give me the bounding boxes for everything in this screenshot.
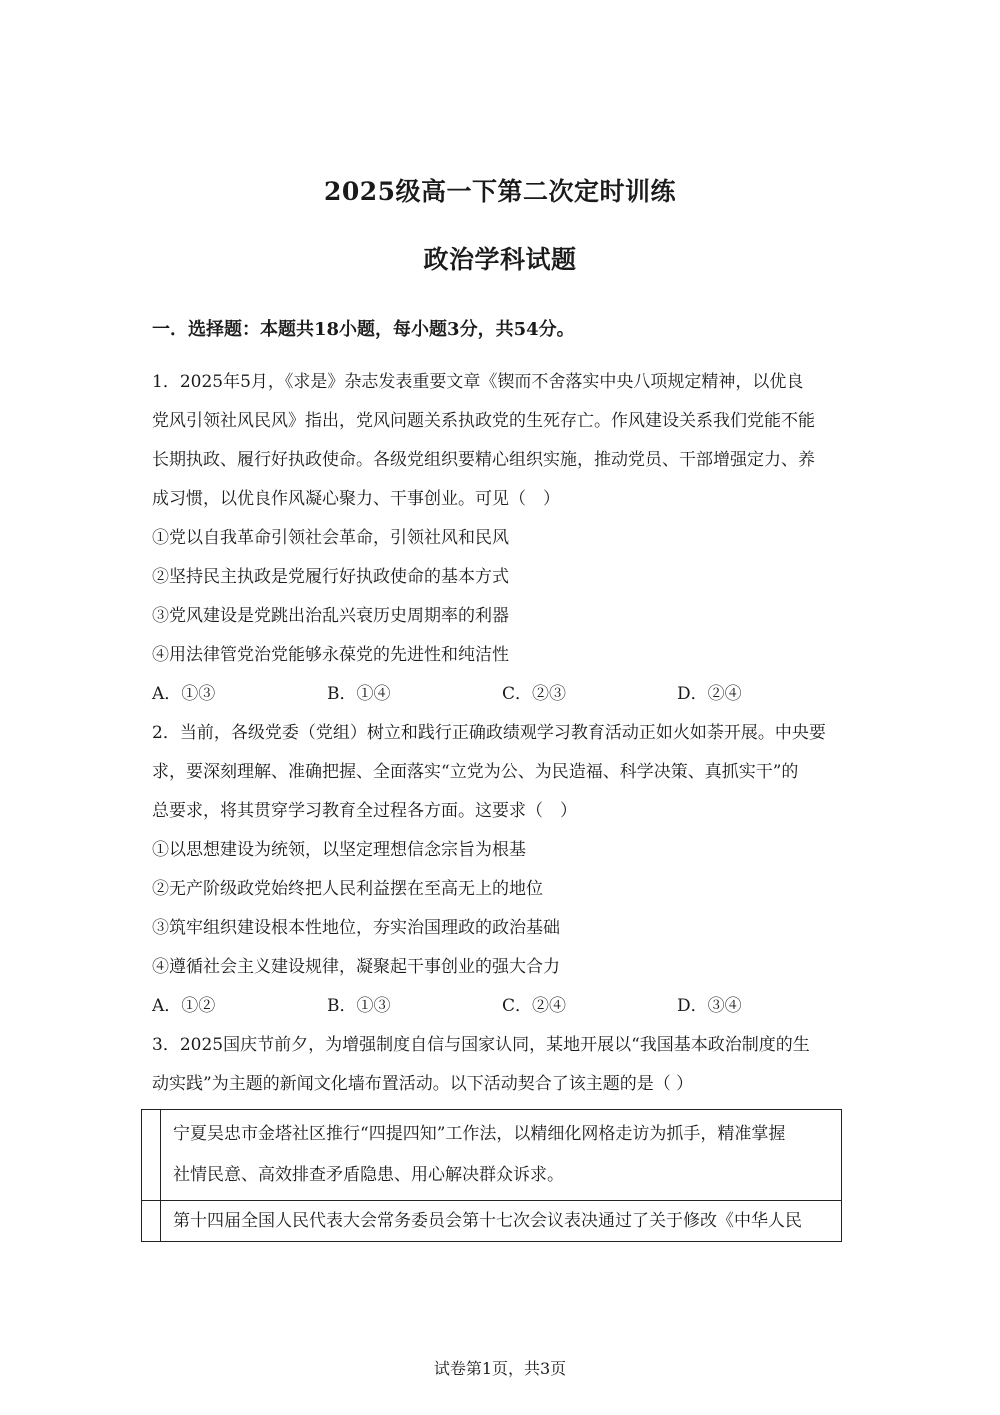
- question-stem-line: 求，要深刻理解、准确把握、全面落实“立党为公、为民造福、科学决策、真抓实干”的: [152, 762, 799, 782]
- question-stem-line: 总要求，将其贯穿学习教育全过程各方面。这要求（ ）: [152, 801, 577, 821]
- option-c: C．②④: [502, 996, 567, 1016]
- table-row: [142, 1110, 841, 1201]
- statement: ①以思想建设为统领，以坚定理想信念宗旨为根基: [152, 840, 526, 860]
- table-cell: [161, 1201, 841, 1241]
- answer-options: [152, 987, 852, 1026]
- table-cell-line: 宁夏吴忠市金塔社区推行“四提四知”工作法，以精细化网格走访为抓手，精准掌握: [173, 1124, 786, 1144]
- statement: ③筑牢组织建设根本性地位，夯实治国理政的政治基础: [152, 918, 560, 938]
- answer-options: [152, 675, 852, 714]
- activity-table: [141, 1109, 842, 1242]
- option-b: B．①③: [327, 996, 391, 1016]
- table-row-index-cell: [142, 1110, 161, 1200]
- option-c: C．②③: [502, 684, 567, 704]
- option-b: B．①④: [327, 684, 391, 704]
- question-stem-line: 成习惯，以优良作风凝心聚力、干事创业。可见（ ）: [152, 489, 560, 509]
- exam-subtitle: 政治学科试题: [423, 245, 577, 274]
- question-3: [152, 1026, 852, 1104]
- exam-title: 2025级高一下第二次定时训练: [323, 177, 677, 206]
- option-d: D．③④: [677, 996, 742, 1016]
- statement: ④用法律管党治党能够永葆党的先进性和纯洁性: [152, 645, 509, 665]
- question-stem-line: 动实践”为主题的新闻文化墙布置活动。以下活动契合了该主题的是（ ）: [152, 1074, 694, 1094]
- option-d: D．②④: [677, 684, 742, 704]
- statement: ④遵循社会主义建设规律，凝聚起干事创业的强大合力: [152, 957, 560, 977]
- table-row: [142, 1201, 841, 1242]
- table-cell-line: 第十四届全国人民代表大会常务委员会第十七次会议表决通过了关于修改《中华人民: [173, 1211, 802, 1231]
- section-heading: 一．选择题：本题共18小题，每小题3分，共54分。: [152, 319, 575, 340]
- question-2: [152, 714, 852, 1026]
- question-1: [152, 363, 852, 714]
- table-row-index-cell: [142, 1201, 161, 1241]
- question-stem-line: 2．当前，各级党委（党组）树立和践行正确政绩观学习教育活动正如火如荼开展。中央要: [152, 723, 826, 743]
- table-cell: [161, 1110, 841, 1200]
- statement: ②坚持民主执政是党履行好执政使命的基本方式: [152, 567, 509, 587]
- option-a: A．①②: [152, 996, 216, 1016]
- question-stem-line: 1．2025年5月，《求是》杂志发表重要文章《锲而不舍落实中央八项规定精神，以优良: [152, 372, 804, 392]
- question-stem-line: 3．2025国庆节前夕，为增强制度自信与国家认同，某地开展以“我国基本政治制度的生: [152, 1035, 810, 1055]
- question-stem-line: 党风引领社风民风》指出，党风问题关系执政党的生死存亡。作风建设关系我们党能不能: [152, 411, 815, 431]
- question-stem-line: 长期执政、履行好执政使命。各级党组织要精心组织实施，推动党员、干部增强定力、养: [152, 450, 815, 470]
- page-footer: 试卷第1页，共3页: [433, 1359, 567, 1378]
- statement: ③党风建设是党跳出治乱兴衰历史周期率的利器: [152, 606, 509, 626]
- statement: ②无产阶级政党始终把人民利益摆在至高无上的地位: [152, 879, 543, 899]
- statement: ①党以自我革命引领社会革命，引领社风和民风: [152, 528, 509, 548]
- option-a: A．①③: [152, 684, 216, 704]
- table-cell-line: 社情民意、高效排查矛盾隐患、用心解决群众诉求。: [173, 1165, 564, 1185]
